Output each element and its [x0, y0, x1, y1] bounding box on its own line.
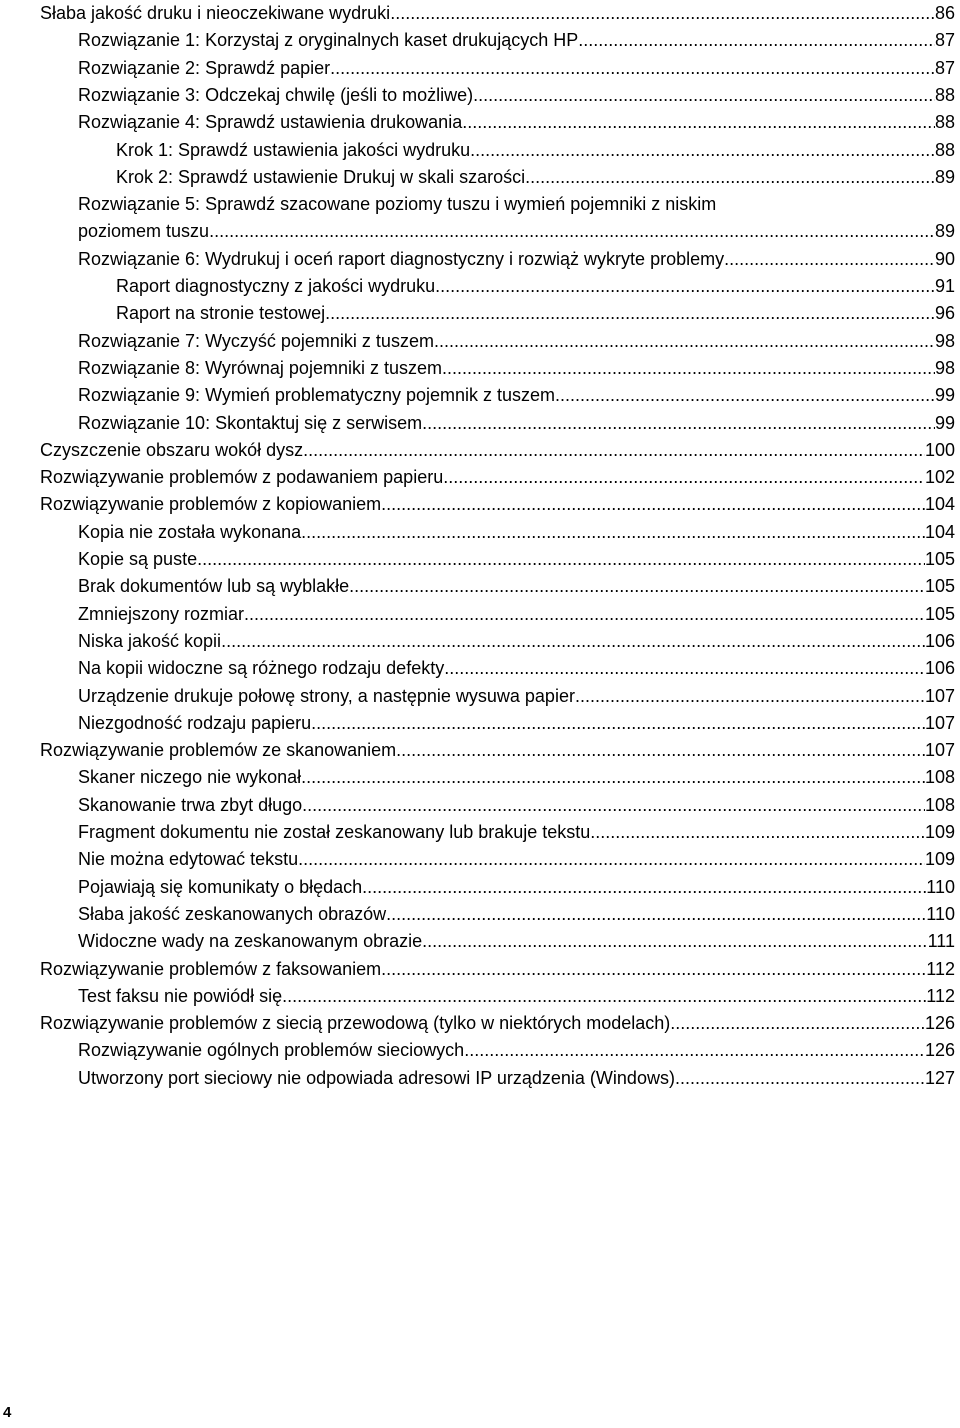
toc-dot-leader — [381, 958, 926, 980]
toc-entry-page: 86 — [934, 3, 955, 23]
toc-entry-page: 112 — [926, 985, 955, 1006]
toc-dot-leader — [470, 139, 935, 161]
toc-entry[interactable] — [78, 29, 955, 51]
toc-entry[interactable] — [78, 575, 955, 597]
toc-dot-leader — [303, 439, 925, 461]
toc-entry[interactable] — [78, 821, 955, 843]
toc-entry-page: 110 — [926, 903, 955, 924]
toc-entry-title: Rozwiązywanie ogólnych problemów sieciowych — [78, 1040, 465, 1061]
toc-dot-leader — [301, 766, 925, 788]
toc-entry-title: Rozwiązanie 2: Sprawdź papier — [78, 57, 331, 78]
toc-dot-leader — [443, 466, 925, 488]
toc-entry[interactable] — [78, 903, 955, 925]
toc-entry-title: Urządzenie drukuje połowę strony, a następnie wysuwa papier — [78, 685, 575, 706]
toc-dot-leader — [330, 57, 935, 79]
toc-dot-leader — [362, 876, 926, 898]
toc-entry-page: 96 — [934, 303, 955, 324]
toc-entry-title: Słaba jakość zeskanowanych obrazów — [78, 903, 387, 924]
toc-entry-title: Raport diagnostyczny z jakości wydruku — [116, 276, 436, 296]
toc-entry-title: Rozwiązanie 10: Skontaktuj się z serwisem — [78, 412, 423, 433]
toc-dot-leader — [302, 794, 925, 816]
toc-entry-title: Widoczne wady na zeskanowanym obrazie — [78, 931, 423, 952]
toc-entry-title: Rozwiązanie 4: Sprawdź ustawienia drukowania — [78, 112, 463, 133]
toc-entry[interactable] — [40, 739, 955, 761]
toc-entry[interactable] — [78, 57, 955, 79]
toc-entry-title: Pojawiają się komunikaty o błędach — [78, 876, 363, 897]
toc-entry-page: 99 — [934, 412, 955, 433]
toc-entry[interactable] — [78, 930, 955, 952]
toc-entry[interactable] — [116, 139, 955, 161]
toc-entry-page: 107 — [924, 685, 955, 706]
toc-dot-leader — [282, 985, 926, 1007]
toc-dot-leader — [525, 166, 935, 188]
toc-entry[interactable] — [78, 384, 955, 406]
toc-entry[interactable] — [116, 166, 955, 188]
toc-entry[interactable] — [78, 657, 955, 679]
toc-entry-title: Czyszczenie obszaru wokół dysz — [40, 439, 304, 460]
toc-entry-page: 88 — [934, 84, 955, 105]
toc-entry-title: Skanowanie trwa zbyt długo — [78, 794, 303, 815]
toc-entry[interactable] — [40, 2, 955, 24]
toc-entry-page: 108 — [924, 794, 955, 815]
toc-dot-leader — [724, 248, 935, 270]
toc-entry-title: Rozwiązanie 6: Wydrukuj i oceń raport diagnostyczny i rozwiąż wykryte problemy — [78, 248, 725, 269]
toc-dot-leader — [298, 848, 925, 870]
toc-dot-leader — [390, 2, 935, 24]
page-number: 4 — [3, 1404, 12, 1421]
toc-dot-leader — [381, 493, 925, 515]
toc-dot-leader — [578, 29, 935, 51]
toc-entry[interactable] — [78, 712, 955, 734]
toc-dot-leader — [209, 220, 935, 242]
toc-entry[interactable] — [78, 111, 955, 133]
toc-entry-title: Raport na stronie testowej — [116, 303, 326, 324]
toc-entry[interactable] — [78, 848, 955, 870]
toc-entry-title: Kopia nie została wykonana — [78, 521, 302, 542]
toc-entry-page: 87 — [934, 30, 955, 51]
toc-dot-leader — [555, 384, 935, 406]
toc-entry-title: Fragment dokumentu nie został zeskanowany lub brakuje tekstu — [78, 822, 591, 842]
toc-entry-title: Na kopii widoczne są różnego rodzaju defekty — [78, 658, 445, 679]
toc-entry-page: 105 — [924, 576, 955, 597]
toc-dot-leader — [301, 521, 925, 543]
toc-dot-leader — [575, 685, 925, 707]
toc-dot-leader — [675, 1067, 925, 1089]
toc-entry-title: Rozwiązywanie problemów z siecią przewodową (tylko w niektórych modelach) — [40, 1013, 671, 1034]
toc-entry-page: 108 — [924, 767, 955, 788]
toc-entry-title: Rozwiązanie 8: Wyrównaj pojemniki z tuszem — [78, 357, 442, 378]
toc-entry[interactable] — [78, 220, 955, 242]
toc-dot-leader — [325, 302, 935, 324]
toc-entry-title: Rozwiązywanie problemów z kopiowaniem — [40, 494, 382, 515]
toc-entry-title: Utworzony port sieciowy nie odpowiada adresowi IP urządzenia (Windows) — [78, 1067, 675, 1088]
toc-entry[interactable] — [116, 302, 955, 324]
toc-entry[interactable] — [78, 330, 955, 352]
toc-entry-page: 106 — [924, 630, 955, 651]
toc-dot-leader — [221, 630, 925, 652]
toc-dot-leader — [311, 712, 925, 734]
toc-entry-page: 98 — [934, 330, 955, 351]
toc-dot-leader — [244, 603, 925, 625]
toc-entry-title: Kopie są puste — [78, 549, 198, 569]
toc-entry-title: Zmniejszony rozmiar — [78, 603, 245, 624]
toc-entry-title: Rozwiązanie 1: Korzystaj z oryginalnych kaset drukujących HP — [78, 30, 579, 51]
toc-entry[interactable] — [78, 630, 955, 652]
toc-dot-leader — [435, 275, 935, 297]
toc-entry-title: Test faksu nie powiódł się — [78, 985, 283, 1006]
toc-entry-page: 126 — [924, 1013, 955, 1034]
toc-entry-page: 110 — [926, 876, 955, 897]
toc-entry[interactable] — [116, 275, 955, 297]
toc-entry[interactable] — [40, 1012, 955, 1034]
toc-entry[interactable] — [40, 958, 955, 980]
toc-entry-page: 98 — [934, 357, 955, 378]
toc-entry-page: 104 — [924, 494, 955, 515]
toc-entry-page: 107 — [924, 740, 955, 761]
toc-entry-title: Słaba jakość druku i nieoczekiwane wydruki — [40, 3, 391, 23]
toc-dot-leader — [386, 903, 926, 925]
toc-entry-page: 127 — [924, 1067, 955, 1088]
toc-entry-title: Rozwiązanie 9: Wymień problematyczny pojemnik z tuszem — [78, 385, 556, 406]
toc-entry[interactable] — [78, 548, 955, 570]
toc-entry-title: Rozwiązywanie problemów ze skanowaniem — [40, 740, 397, 761]
toc-entry-title: Niska jakość kopii — [78, 630, 222, 651]
toc-dot-leader — [422, 930, 927, 952]
toc-entry-title: Rozwiązywanie problemów z faksowaniem — [40, 958, 382, 979]
toc-entry[interactable] — [78, 603, 955, 625]
toc-dot-leader — [442, 357, 935, 379]
toc-entry-page: 90 — [934, 248, 955, 269]
toc-entry[interactable] — [78, 794, 955, 816]
toc-entry-page: 111 — [927, 931, 955, 952]
toc-entry[interactable] — [78, 248, 955, 270]
toc-entry[interactable] — [78, 357, 955, 379]
toc-entry[interactable] — [78, 84, 955, 106]
toc-entry-title: Krok 2: Sprawdź ustawienie Drukuj w skali szarości — [116, 166, 526, 187]
toc-entry-page: 91 — [934, 276, 955, 296]
toc-entry[interactable] — [40, 466, 955, 488]
toc-entry-title: Brak dokumentów lub są wyblakłe — [78, 576, 350, 597]
toc-entry-page: 104 — [924, 521, 955, 542]
toc-dot-leader — [434, 330, 935, 352]
toc-entry-line: Rozwiązanie 5: Sprawdź szacowane poziomy tuszu i wymień pojemniki z niskim — [78, 194, 717, 215]
toc-entry-title: Nie można edytować tekstu — [78, 849, 299, 870]
toc-entry-page: 107 — [924, 712, 955, 733]
toc-dot-leader — [197, 548, 925, 570]
toc-dot-leader — [462, 111, 935, 133]
toc-entry-page: 126 — [924, 1040, 955, 1061]
toc-entry-page: 100 — [924, 439, 955, 460]
toc-entry-page: 109 — [924, 849, 955, 870]
toc-entry-title: Niezgodność rodzaju papieru — [78, 712, 312, 733]
toc-entry[interactable] — [78, 521, 955, 543]
toc-entry[interactable] — [78, 1067, 955, 1089]
toc-entry-page: 105 — [924, 603, 955, 624]
toc-dot-leader — [396, 739, 925, 761]
toc-entry-title: Rozwiązywanie problemów z podawaniem papieru — [40, 467, 444, 488]
toc-entry[interactable] — [78, 412, 955, 434]
toc-entry[interactable] — [78, 766, 955, 788]
toc-entry-page: 99 — [934, 385, 955, 406]
toc-entry-page: 88 — [934, 112, 955, 133]
toc-dot-leader — [444, 657, 925, 679]
toc-entry-page: 105 — [924, 549, 955, 569]
toc-dot-leader — [464, 1039, 925, 1061]
toc-entry[interactable] — [40, 439, 955, 461]
toc-entry-page: 89 — [934, 221, 955, 242]
toc-entry-title: Skaner niczego nie wykonał — [78, 767, 302, 788]
toc-dot-leader — [590, 821, 925, 843]
toc-entry[interactable] — [40, 493, 955, 515]
toc-dot-leader — [473, 84, 935, 106]
toc-entry[interactable] — [78, 985, 955, 1007]
toc-entry-title: Rozwiązanie 7: Wyczyść pojemniki z tuszem — [78, 330, 434, 351]
toc-entry-page: 87 — [934, 57, 955, 78]
toc-entry-page: 112 — [926, 958, 955, 979]
toc-entry[interactable] — [78, 685, 955, 707]
toc-entry-page: 88 — [934, 139, 955, 160]
toc-entry-title: Krok 1: Sprawdź ustawienia jakości wydruku — [116, 139, 471, 160]
toc-entry-page: 89 — [934, 166, 955, 187]
toc-entry-page: 109 — [924, 822, 955, 842]
toc-entry-title: poziomem tuszu — [78, 221, 210, 242]
toc-entry-page: 102 — [924, 467, 955, 488]
toc-dot-leader — [670, 1012, 925, 1034]
toc-entry-page: 106 — [924, 658, 955, 679]
toc-entry[interactable] — [78, 876, 955, 898]
toc-dot-leader — [422, 412, 935, 434]
toc-entry-title: Rozwiązanie 3: Odczekaj chwilę (jeśli to możliwe) — [78, 84, 474, 105]
toc-entry[interactable] — [78, 1039, 955, 1061]
toc-dot-leader — [349, 575, 925, 597]
